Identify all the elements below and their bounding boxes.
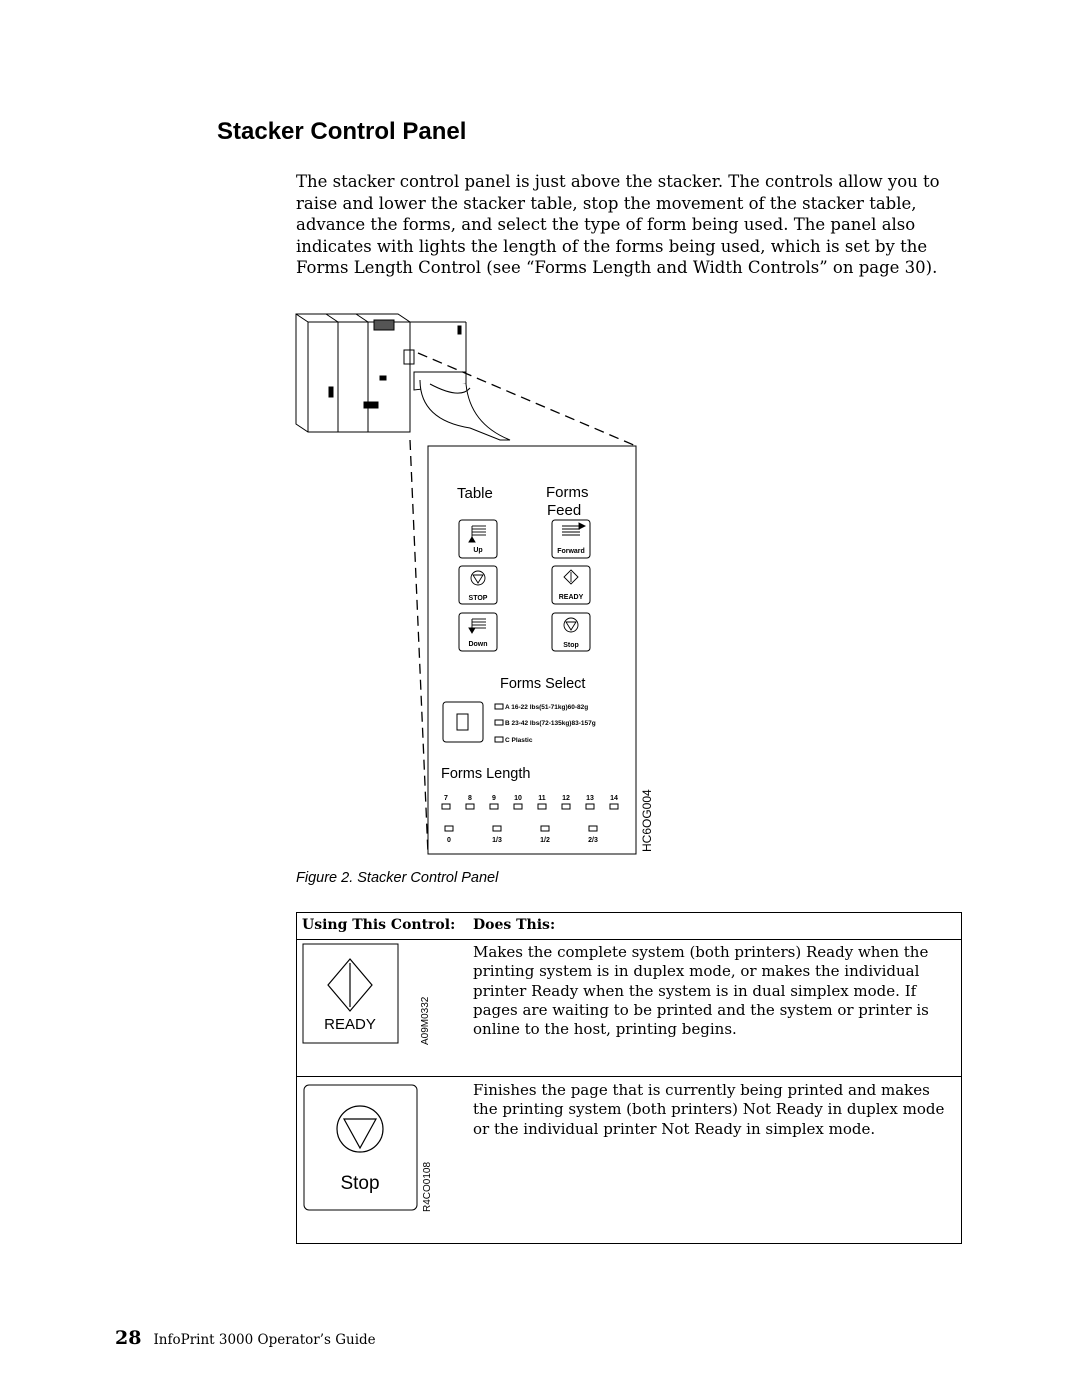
table-stop-button[interactable]: [459, 566, 497, 604]
forms-select-button[interactable]: [443, 702, 483, 742]
ready-button-label: READY: [324, 1016, 376, 1033]
figure-caption: Figure 2. Stacker Control Panel: [296, 870, 499, 886]
length-indicator-light: [442, 804, 450, 809]
forms-select-label: Forms Select: [500, 676, 586, 692]
ready-panel-button[interactable]: [552, 566, 590, 604]
table-up-button[interactable]: [459, 520, 497, 558]
length-indicator-light: [514, 804, 522, 809]
ready-upper-label: READY: [558, 594, 584, 601]
indicator-light-c: [495, 737, 503, 742]
control-table: [296, 912, 962, 1244]
stop-label: Stop: [563, 642, 579, 649]
fraction-label: 1/3: [492, 837, 502, 844]
length-indicator-light: [610, 804, 618, 809]
indicator-light-b: [495, 720, 503, 725]
page-footer: [115, 1327, 376, 1349]
ready-figure-code: A09M0332: [420, 996, 431, 1045]
forms-label: Forms: [546, 484, 589, 501]
page-number: 28: [115, 1327, 142, 1349]
col-header-does: Does This:: [473, 917, 556, 933]
fraction-indicator-light: [445, 826, 453, 831]
printer-illustration: [296, 314, 510, 440]
length-indicator-light: [586, 804, 594, 809]
length-number: 13: [586, 795, 594, 802]
length-number: 11: [538, 795, 546, 802]
forms-length-label: Forms Length: [441, 766, 531, 782]
footer-title: InfoPrint 3000 Operator’s Guide: [153, 1332, 376, 1348]
up-label: Up: [473, 547, 483, 554]
fraction-label: 0: [447, 837, 451, 844]
down-label: Down: [468, 641, 488, 648]
fraction-label: 2/3: [588, 837, 598, 844]
forms-stop-button[interactable]: [552, 613, 590, 651]
stop-control-figure: [297, 1077, 472, 1245]
length-number: 7: [444, 795, 448, 802]
length-indicator-light: [538, 804, 546, 809]
ready-control-figure: [297, 939, 472, 1076]
stop-button-label: Stop: [340, 1173, 380, 1194]
option-c-text: C Plastic: [505, 737, 533, 744]
length-number: 14: [610, 795, 618, 802]
fraction-indicator-light: [541, 826, 549, 831]
length-number: 8: [468, 795, 472, 802]
length-number: 12: [562, 795, 570, 802]
forward-label: Forward: [557, 548, 585, 555]
length-indicator-light: [490, 804, 498, 809]
option-b-text: B 23-42 lbs(72-135kg)83-157g: [505, 720, 596, 727]
forms-select-icon: [457, 714, 468, 730]
fraction-indicator-light: [493, 826, 501, 831]
fraction-label: 1/2: [540, 837, 550, 844]
length-indicator-light: [466, 804, 474, 809]
ready-description: Makes the complete system (both printers) Ready when the printing system is in duplex mode, or makes the individual printer Ready when the system is in dual simplex mode. If pages are waiting to be printed and the system or printer is online to the host, printing begins.: [473, 943, 929, 1039]
stop-upper-label: STOP: [468, 595, 488, 602]
option-a-text: A 16-22 lbs(51-71kg)60-82g: [505, 704, 589, 711]
forms-option-a: [495, 704, 588, 711]
length-indicator-light: [562, 804, 570, 809]
stop-description: Finishes the page that is currently being printed and makes the printing system (both printers) Not Ready in duplex mode or the individual printer Not Ready in simplex mode.: [473, 1081, 945, 1138]
figure-code-panel: HC6OG004: [640, 789, 654, 852]
length-number: 9: [492, 795, 496, 802]
intro-paragraph: The stacker control panel is just above the stacker. The controls allow you to raise and lower the stacker table, stop the movement of the stacker table, advance the forms, and select the type of form being used. The panel also indicates with lights the length of the forms being used, which is set by the Forms Length Control (see “Forms Length and Width Controls” on page 30).: [296, 172, 940, 277]
forms-forward-button[interactable]: [552, 520, 590, 558]
section-heading: Stacker Control Panel: [217, 118, 467, 145]
col-header-control: Using This Control:: [302, 917, 456, 933]
length-number: 10: [514, 795, 522, 802]
fraction-indicator-light: [589, 826, 597, 831]
table-down-button[interactable]: [459, 613, 497, 651]
table-label: Table: [457, 485, 493, 502]
indicator-light-a: [495, 704, 503, 709]
feed-label: Feed: [547, 502, 582, 519]
stop-figure-code: R4CO0108: [422, 1161, 433, 1212]
forms-option-b: [495, 720, 596, 727]
